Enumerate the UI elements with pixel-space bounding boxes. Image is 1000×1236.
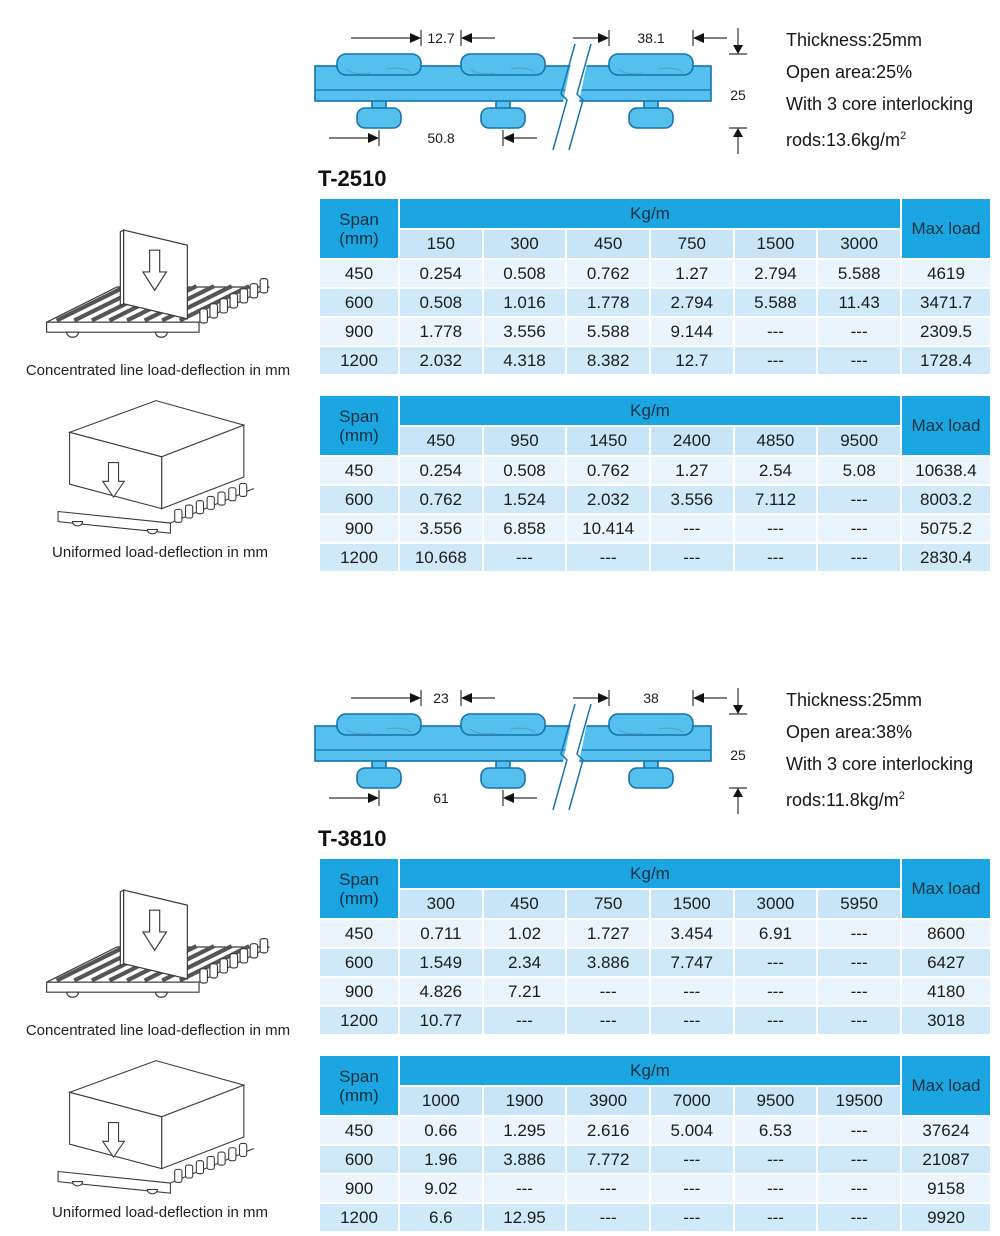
span-header-cell <box>320 859 398 918</box>
value-cell: --- <box>818 949 900 976</box>
max-load-cell: 4180 <box>902 978 990 1005</box>
span-cell: 1200 <box>320 1007 398 1034</box>
spec-rods-weight: $rods:11.8kg/m^2$ <box>786 790 905 810</box>
span-header-cell <box>320 396 398 455</box>
value-cell: 5.588 <box>567 318 649 345</box>
column-header-cell: 3000 <box>818 230 900 258</box>
span-header-line1: Span <box>339 209 379 229</box>
column-header-cell: 450 <box>400 427 482 455</box>
spec-open-area: Open area:38% <box>786 722 913 742</box>
kgm-header-cell: Kg/m <box>400 396 900 425</box>
uniform-load-figure <box>20 1052 300 1221</box>
concentrated-load-illustration <box>8 220 303 354</box>
value-cell: 2.032 <box>400 347 482 374</box>
value-cell: 2.794 <box>735 260 817 287</box>
uniform-load-illustration <box>20 392 292 536</box>
max-load-header-cell: Max load <box>902 859 990 918</box>
spec-rods-weight: $rods:13.6kg/m^2$ <box>786 130 907 150</box>
max-load-cell: 4619 <box>902 260 990 287</box>
value-cell: 0.762 <box>567 457 649 484</box>
value-cell: 7.772 <box>567 1146 649 1173</box>
column-header-cell: 1500 <box>651 890 733 918</box>
value-cell: 9.02 <box>400 1175 482 1202</box>
value-cell: --- <box>818 1117 900 1144</box>
max-load-cell: 1728.4 <box>902 347 990 374</box>
value-cell: 1.778 <box>567 289 649 316</box>
value-cell: 12.7 <box>651 347 733 374</box>
spec-open-area: Open area:25% <box>786 62 913 82</box>
table-row <box>320 1007 990 1034</box>
span-header-line2: (mm) <box>339 888 379 908</box>
table-row <box>320 1204 990 1231</box>
max-load-cell: 3471.7 <box>902 289 990 316</box>
value-cell: 0.254 <box>400 260 482 287</box>
value-cell: 2.794 <box>651 289 733 316</box>
value-cell: 0.762 <box>567 260 649 287</box>
column-header-cell: 950 <box>484 427 566 455</box>
max-load-cell: 2830.4 <box>902 544 990 571</box>
max-load-header-cell: Max load <box>902 396 990 455</box>
value-cell: 3.886 <box>484 1146 566 1173</box>
span-cell: 450 <box>320 1117 398 1144</box>
value-cell: 6.6 <box>400 1204 482 1231</box>
span-cell: 1200 <box>320 347 398 374</box>
span-header-line2: (mm) <box>339 228 379 248</box>
value-cell: 2.54 <box>735 457 817 484</box>
concentrated-load-figure <box>8 880 308 1039</box>
span-cell: 600 <box>320 1146 398 1173</box>
span-cell: 900 <box>320 318 398 345</box>
spec-thickness: Thickness:25mm <box>786 30 923 50</box>
value-cell: --- <box>735 1146 817 1173</box>
value-cell: --- <box>651 515 733 542</box>
dim-label-flange: 38 <box>643 690 659 706</box>
column-header-cell: 3900 <box>567 1087 649 1115</box>
value-cell: 1.524 <box>484 486 566 513</box>
value-cell: --- <box>818 1204 900 1231</box>
value-cell: 3.556 <box>651 486 733 513</box>
value-cell: 1.02 <box>484 920 566 947</box>
max-load-header-cell: Max load <box>902 1056 990 1115</box>
max-load-header-cell: Max load <box>902 199 990 258</box>
span-header-cell <box>320 199 398 258</box>
kgm-header-cell: Kg/m <box>400 1056 900 1085</box>
column-header-cell: 9500 <box>735 1087 817 1115</box>
concentrated-load-figure <box>8 220 308 379</box>
t-bar-flanges <box>337 54 693 75</box>
column-header-cell: 2400 <box>651 427 733 455</box>
value-cell: 1.016 <box>484 289 566 316</box>
value-cell: 0.762 <box>400 486 482 513</box>
max-load-cell: 21087 <box>902 1146 990 1173</box>
value-cell: 0.508 <box>484 457 566 484</box>
max-load-cell: 37624 <box>902 1117 990 1144</box>
value-cell: --- <box>735 347 817 374</box>
value-cell: --- <box>735 544 817 571</box>
table-row <box>320 949 990 976</box>
span-cell: 450 <box>320 260 398 287</box>
table-row <box>320 1146 990 1173</box>
deck-front-rim <box>47 982 199 992</box>
value-cell: 6.858 <box>484 515 566 542</box>
spec-interlocking: With 3 core interlocking <box>786 94 974 114</box>
value-cell: --- <box>818 347 900 374</box>
value-cell: --- <box>735 515 817 542</box>
value-cell: --- <box>818 515 900 542</box>
grating-cross-section-diagram <box>313 22 763 157</box>
uniform-load-illustration <box>20 1052 292 1196</box>
span-cell: 600 <box>320 486 398 513</box>
value-cell: 11.43 <box>818 289 900 316</box>
product-section-t3810 <box>0 660 1000 1236</box>
max-load-cell: 5075.2 <box>902 515 990 542</box>
value-cell: --- <box>651 1204 733 1231</box>
value-cell: --- <box>735 978 817 1005</box>
dim-label-pitch: 61 <box>433 790 449 806</box>
span-cell: 900 <box>320 1175 398 1202</box>
value-cell: --- <box>567 978 649 1005</box>
span-cell: 600 <box>320 289 398 316</box>
max-load-cell: 9158 <box>902 1175 990 1202</box>
value-cell: 10.414 <box>567 515 649 542</box>
concentrated-load-table <box>318 197 992 376</box>
column-header-cell: 750 <box>567 890 649 918</box>
value-cell: --- <box>818 978 900 1005</box>
dim-label-gap: 12.7 <box>427 30 455 46</box>
value-cell: --- <box>567 1175 649 1202</box>
span-header-cell <box>320 1056 398 1115</box>
value-cell: 2.032 <box>567 486 649 513</box>
value-cell: 10.668 <box>400 544 482 571</box>
value-cell: 4.826 <box>400 978 482 1005</box>
spec-text <box>786 24 1000 156</box>
value-cell: --- <box>735 1175 817 1202</box>
concentrated-load-table <box>318 857 992 1036</box>
value-cell: --- <box>818 920 900 947</box>
value-cell: 5.588 <box>735 289 817 316</box>
concentrated-load-illustration <box>8 880 303 1014</box>
dim-label-pitch: 50.8 <box>427 130 455 146</box>
value-cell: --- <box>651 978 733 1005</box>
uniform-load-figure <box>20 392 300 561</box>
column-header-cell: 4850 <box>735 427 817 455</box>
value-cell: 3.556 <box>484 318 566 345</box>
value-cell: --- <box>735 949 817 976</box>
value-cell: --- <box>484 544 566 571</box>
value-cell: 7.747 <box>651 949 733 976</box>
value-cell: 0.508 <box>484 260 566 287</box>
value-cell: --- <box>484 1007 566 1034</box>
column-header-cell: 300 <box>400 890 482 918</box>
span-cell: 900 <box>320 978 398 1005</box>
value-cell: --- <box>567 544 649 571</box>
value-cell: 3.886 <box>567 949 649 976</box>
kgm-header-cell: Kg/m <box>400 199 900 228</box>
value-cell: 10.77 <box>400 1007 482 1034</box>
span-cell: 450 <box>320 920 398 947</box>
value-cell: 7.21 <box>484 978 566 1005</box>
span-header-line1: Span <box>339 1066 379 1086</box>
value-cell: --- <box>818 1175 900 1202</box>
table-row <box>320 260 990 287</box>
max-load-cell: 8003.2 <box>902 486 990 513</box>
value-cell: 6.53 <box>735 1117 817 1144</box>
value-cell: --- <box>818 318 900 345</box>
span-cell: 1200 <box>320 544 398 571</box>
value-cell: 0.254 <box>400 457 482 484</box>
table-row <box>320 318 990 345</box>
table-row <box>320 347 990 374</box>
table-row <box>320 289 990 316</box>
value-cell: --- <box>818 1146 900 1173</box>
max-load-cell: 3018 <box>902 1007 990 1034</box>
span-header-line1: Span <box>339 406 379 426</box>
column-header-cell: 3000 <box>735 890 817 918</box>
value-cell: --- <box>484 1175 566 1202</box>
column-header-cell: 750 <box>651 230 733 258</box>
span-cell: 900 <box>320 515 398 542</box>
value-cell: 5.004 <box>651 1117 733 1144</box>
dim-label-gap: 23 <box>433 690 449 706</box>
figure-caption: Concentrated line load-deflection in mm <box>25 362 291 379</box>
value-cell: 5.08 <box>818 457 900 484</box>
column-header-cell: 450 <box>484 890 566 918</box>
value-cell: --- <box>567 1007 649 1034</box>
value-cell: 3.556 <box>400 515 482 542</box>
max-load-cell: 2309.5 <box>902 318 990 345</box>
value-cell: 1.727 <box>567 920 649 947</box>
figure-caption: Uniformed load-deflection in mm <box>52 544 268 561</box>
value-cell: 4.318 <box>484 347 566 374</box>
grating-cross-section-diagram <box>313 682 763 817</box>
value-cell: 8.382 <box>567 347 649 374</box>
dim-label-flange: 38.1 <box>637 30 665 46</box>
value-cell: --- <box>651 1146 733 1173</box>
uniform-load-table <box>318 1054 992 1233</box>
column-header-cell: 450 <box>567 230 649 258</box>
table-row <box>320 515 990 542</box>
span-header-line2: (mm) <box>339 425 379 445</box>
max-load-cell: 6427 <box>902 949 990 976</box>
dim-label-thickness: 25 <box>730 87 746 103</box>
value-cell: 1.27 <box>651 457 733 484</box>
max-load-cell: 10638.4 <box>902 457 990 484</box>
value-cell: 2.616 <box>567 1117 649 1144</box>
spec-thickness: Thickness:25mm <box>786 690 923 710</box>
value-cell: --- <box>735 318 817 345</box>
column-header-cell: 1500 <box>735 230 817 258</box>
dim-label-thickness: 25 <box>730 747 746 763</box>
kgm-header-cell: Kg/m <box>400 859 900 888</box>
max-load-cell: 9920 <box>902 1204 990 1231</box>
value-cell: 1.295 <box>484 1117 566 1144</box>
value-cell: 0.711 <box>400 920 482 947</box>
column-header-cell: 1450 <box>567 427 649 455</box>
value-cell: 12.95 <box>484 1204 566 1231</box>
table-row <box>320 978 990 1005</box>
table-row <box>320 920 990 947</box>
value-cell: 0.66 <box>400 1117 482 1144</box>
column-header-cell: 150 <box>400 230 482 258</box>
value-cell: 1.27 <box>651 260 733 287</box>
value-cell: 9.144 <box>651 318 733 345</box>
column-header-cell: 1000 <box>400 1087 482 1115</box>
uniform-load-table <box>318 394 992 573</box>
value-cell: --- <box>651 1175 733 1202</box>
value-cell: --- <box>567 1204 649 1231</box>
span-cell: 450 <box>320 457 398 484</box>
value-cell: 2.34 <box>484 949 566 976</box>
spec-text <box>786 684 1000 816</box>
value-cell: 7.112 <box>735 486 817 513</box>
table-row <box>320 1117 990 1144</box>
product-title: T-3810 <box>318 826 387 851</box>
value-cell: 1.549 <box>400 949 482 976</box>
value-cell: --- <box>818 544 900 571</box>
product-title: T-2510 <box>318 166 387 191</box>
value-cell: 3.454 <box>651 920 733 947</box>
span-header-line2: (mm) <box>339 1085 379 1105</box>
spec-interlocking: With 3 core interlocking <box>786 754 974 774</box>
table-row <box>320 544 990 571</box>
value-cell: 5.588 <box>818 260 900 287</box>
value-cell: 1.778 <box>400 318 482 345</box>
figure-caption: Concentrated line load-deflection in mm <box>25 1022 291 1039</box>
value-cell: --- <box>651 544 733 571</box>
span-cell: 600 <box>320 949 398 976</box>
value-cell: --- <box>818 1007 900 1034</box>
column-header-cell: 9500 <box>818 427 900 455</box>
value-cell: 6.91 <box>735 920 817 947</box>
value-cell: --- <box>735 1007 817 1034</box>
value-cell: 1.96 <box>400 1146 482 1173</box>
max-load-cell: 8600 <box>902 920 990 947</box>
value-cell: --- <box>651 1007 733 1034</box>
value-cell: --- <box>818 486 900 513</box>
deck-front-rim <box>47 322 199 332</box>
column-header-cell: 1900 <box>484 1087 566 1115</box>
span-cell: 1200 <box>320 1204 398 1231</box>
value-cell: 0.508 <box>400 289 482 316</box>
table-row <box>320 486 990 513</box>
column-header-cell: 5950 <box>818 890 900 918</box>
table-row <box>320 1175 990 1202</box>
figure-caption: Uniformed load-deflection in mm <box>52 1204 268 1221</box>
table-row <box>320 457 990 484</box>
span-header-line1: Span <box>339 869 379 889</box>
column-header-cell: 300 <box>484 230 566 258</box>
column-header-cell: 7000 <box>651 1087 733 1115</box>
column-header-cell: 19500 <box>818 1087 900 1115</box>
value-cell: --- <box>735 1204 817 1231</box>
t-bar-flanges <box>337 714 693 735</box>
